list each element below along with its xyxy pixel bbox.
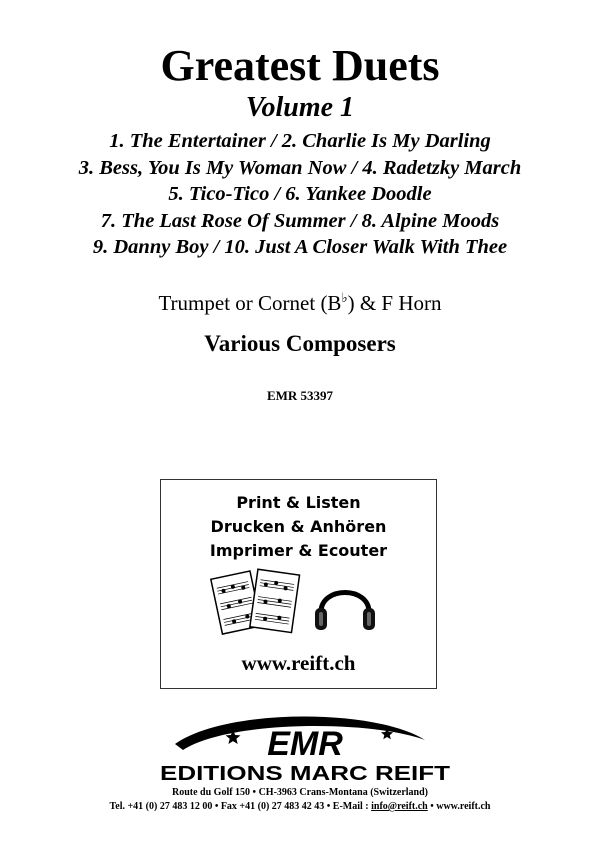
footer-contact — [0, 800, 600, 813]
track-line: 1. The Entertainer / 2. Charlie Is My Darling — [109, 130, 491, 152]
publisher-name: EDITIONS MARC REIFT — [160, 763, 450, 784]
footer-contact-text: Tel. +41 (0) 27 483 12 00 • Fax +41 (0) 27 483 42 43 • E-Mail : — [109, 801, 372, 812]
track-list — [0, 128, 600, 261]
footer-website: • www.reift.ch — [427, 801, 491, 812]
footer-address: Route du Golf 150 • CH-3963 Crans-Montana (Switzerland) — [172, 787, 428, 798]
instrumentation — [0, 285, 600, 316]
headphones-icon — [315, 593, 375, 631]
volume-subtitle: Volume 1 — [245, 92, 355, 123]
flat-symbol: ♭ — [341, 290, 348, 305]
track-line: 7. The Last Rose Of Summer / 8. Alpine Moods — [100, 209, 500, 232]
instrumentation-text-start: Trumpet or Cornet (B — [158, 291, 342, 315]
catalog-code: EMR 53397 — [266, 388, 334, 403]
sheet-music-icon — [211, 569, 300, 634]
print-listen-line-fr: Imprimer & Ecouter — [209, 541, 388, 560]
print-listen-line-en: Print & Listen — [236, 493, 361, 512]
composers: Various Composers — [204, 331, 396, 356]
track-line: 3. Bess, You Is My Woman Now / 4. Radetzky March — [78, 156, 522, 179]
print-listen-line-de: Drucken & Anhören — [210, 517, 387, 536]
publisher-logo — [155, 712, 455, 784]
email-link[interactable]: info@reift.ch — [371, 801, 428, 812]
instrumentation-text-end: ) & F Horn — [347, 291, 442, 315]
website-url[interactable]: www.reift.ch — [241, 651, 356, 675]
print-listen-icons — [209, 568, 389, 638]
track-line: 9. Danny Boy / 10. Just A Closer Walk With Thee — [92, 236, 508, 259]
page-title: Greatest Duets — [160, 41, 440, 90]
logo-mark: EMR — [267, 725, 343, 763]
print-listen-box[interactable] — [160, 479, 437, 689]
track-line: 5. Tico-Tico / 6. Yankee Doodle — [168, 183, 432, 206]
